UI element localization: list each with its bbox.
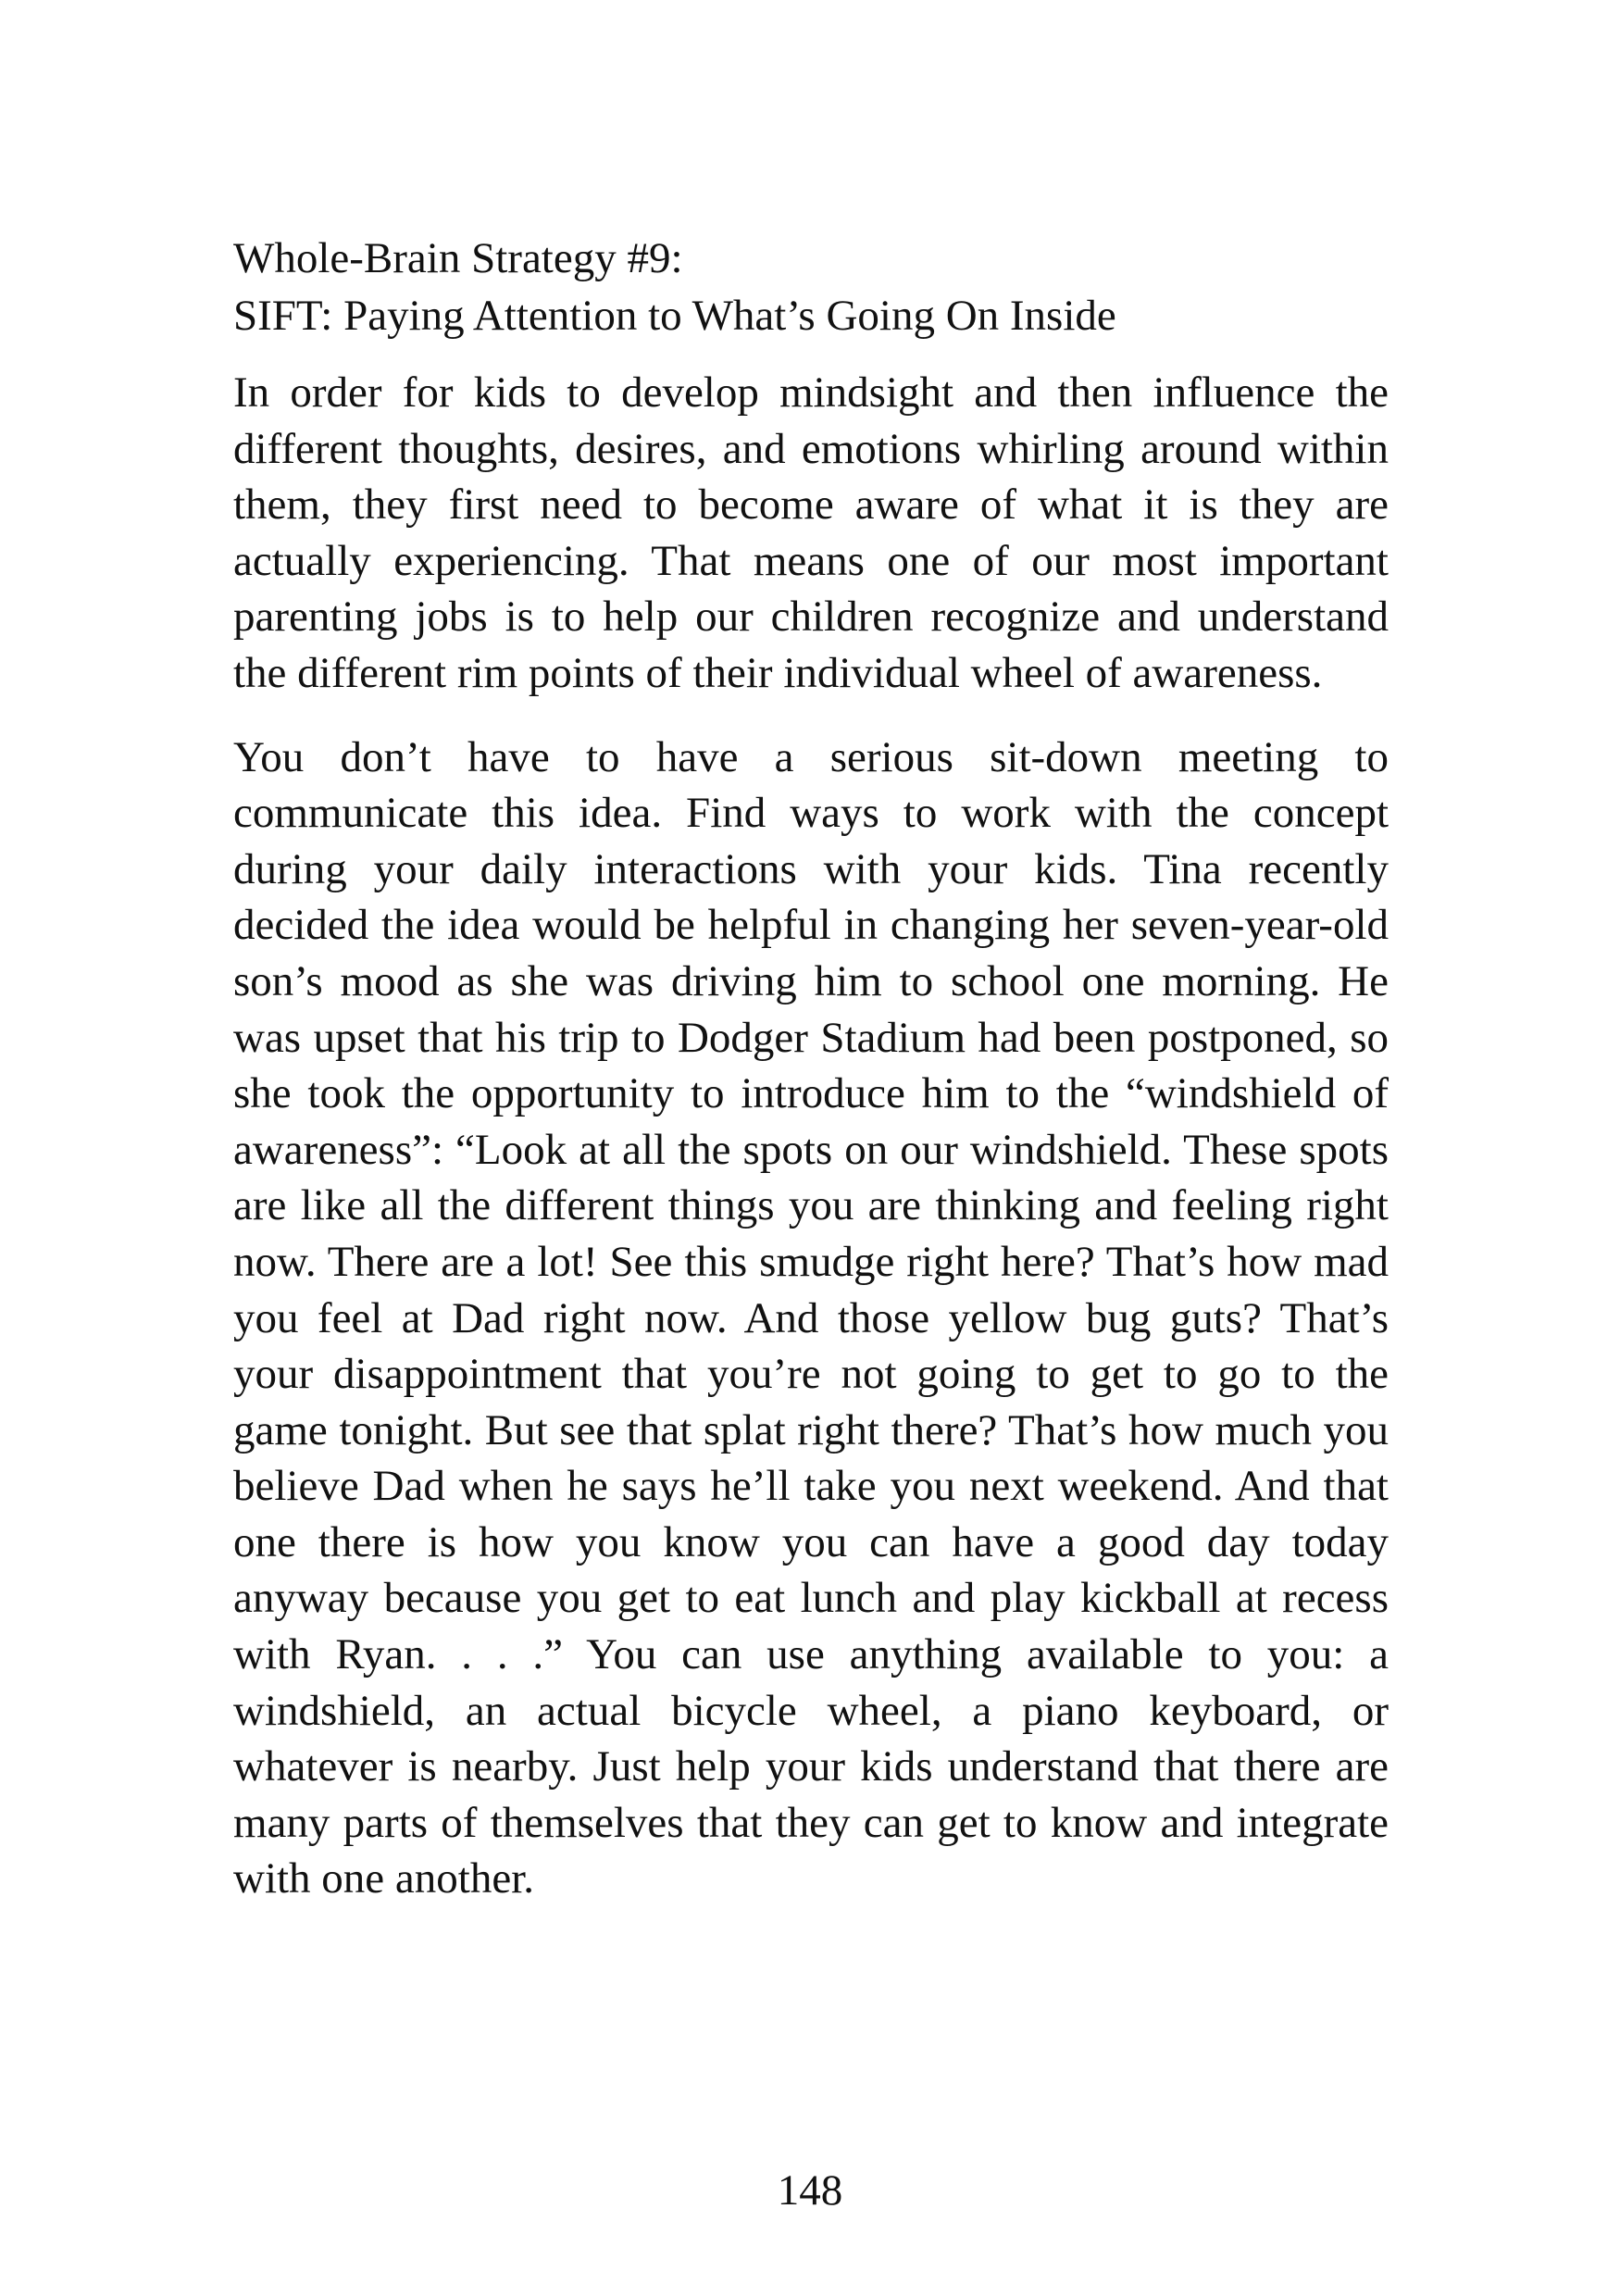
body-paragraph-1: In order for kids to develop mindsight and then influence the different thoughts, desires, and emotions whirling around within them, they first need to become aware of what it is they are actually experiencing. That means one of our most important parenting jobs is to help our children recognize and understand the different rim points of their individual wheel of awareness. (233, 368, 1389, 697)
section-heading (233, 230, 1389, 344)
body-paragraph-2: You don’t have to have a serious sit-down meeting to communicate this idea. Find ways to work with the concept during your daily interactions with your kids. Tina recently decided the idea would be helpful in changing her seven-year-old son’s mood as she was driving him to school one morning. He was upset that his trip to Dodger Stadium had been postponed, so she took the opportunity to introduce him to the “windshield of awareness”: “Look at all the spots on our windshield. These spots are like all the different things you are thinking and feeling right now. There are a lot! See this smudge right here? That’s how mad you feel at Dad right now. And those yellow bug guts? That’s your disappointment that you’re not going to get to go to the game tonight. But see that splat right there? That’s how much you believe Dad when he says he’ll take you next weekend. And that one there is how you know you can have a good day today anyway because you get to eat lunch and play kickball at recess with Ryan. . . .” You can use anything available to you: a windshield, an actual bicycle wheel, a piano keyboard, or whatever is nearby. Just help your kids understand that there are many parts of themselves that they can get to know and integrate with one another. (233, 732, 1389, 1903)
page-number: 148 (777, 2166, 843, 2215)
section-heading-line-1: Whole-Brain Strategy #9: (233, 234, 683, 282)
section-heading-line-2: SIFT: Paying Attention to What’s Going On Inside (233, 292, 1116, 340)
page-content (233, 230, 1389, 1907)
